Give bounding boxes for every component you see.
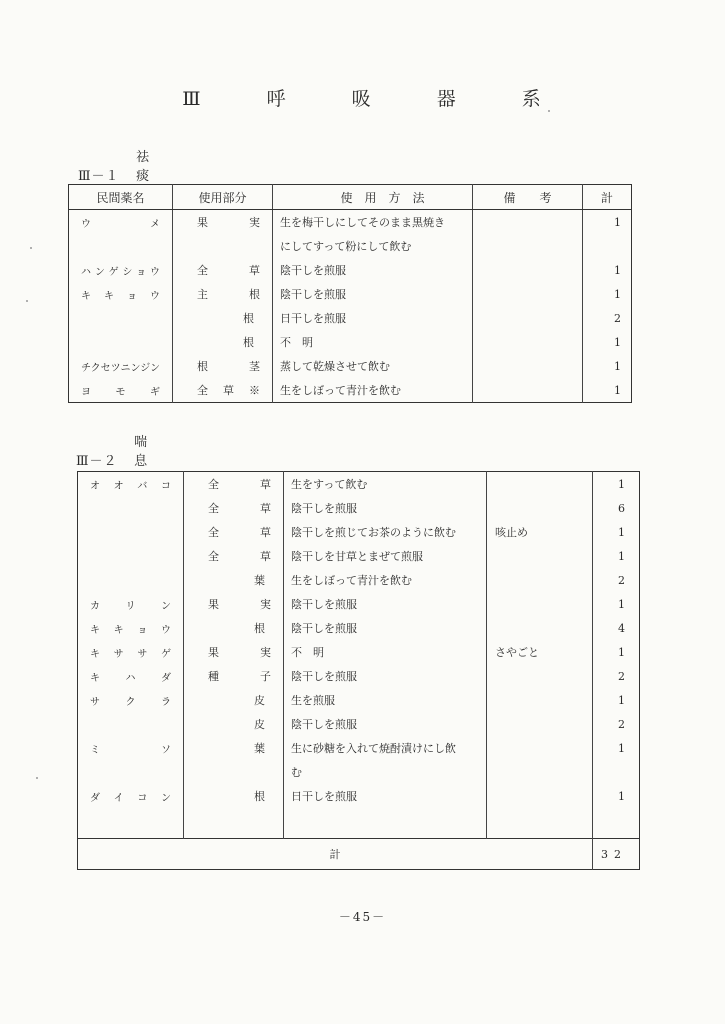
method-cell: 不 明 <box>284 640 487 664</box>
header-part: 使用部分 <box>173 185 273 210</box>
method-cell: 陰干しを甘草とまぜて煎服 <box>284 544 487 568</box>
count-cell: 1 <box>614 287 621 301</box>
total-label: 計 <box>78 839 593 870</box>
scan-speck <box>548 110 550 112</box>
table-row <box>69 210 632 235</box>
scan-speck <box>36 777 38 779</box>
count-cell: 1 <box>618 789 625 803</box>
count-cell: 1 <box>614 263 621 277</box>
section1-number: Ⅲ－１ <box>78 169 120 184</box>
part-cell: 根 茎 <box>173 354 273 378</box>
method-cell: 陰干しを煎服 <box>284 664 487 688</box>
note-cell <box>473 234 583 258</box>
method-cell: 生に砂糖を入れて焼酎漬けにし飲 <box>284 736 487 760</box>
part-cell: 全 草 ※ <box>173 378 273 403</box>
drug-name-cell <box>78 712 184 736</box>
drug-name-cell: ハンゲショウ <box>69 258 173 282</box>
count-cell: 1 <box>618 549 625 563</box>
count-cell <box>583 234 632 258</box>
table-row <box>78 640 640 664</box>
count-cell: 1 <box>618 597 625 611</box>
count-cell: 2 <box>618 717 625 731</box>
table-row <box>78 544 640 568</box>
part-cell: 全 草 <box>184 496 284 520</box>
table-row <box>78 688 640 712</box>
method-cell: 生をしぼって青汁を飲む <box>273 378 473 403</box>
method-cell: 蒸して乾燥させて飲む <box>273 354 473 378</box>
drug-name-cell <box>78 568 184 592</box>
note-cell <box>487 736 593 760</box>
header-note: 備 考 <box>473 185 583 210</box>
page-title: Ⅲ 呼 吸 器 系 <box>182 88 571 110</box>
count-cell: 6 <box>618 501 625 515</box>
count-cell: 4 <box>618 621 625 635</box>
part-cell: 根 <box>173 306 273 330</box>
note-cell: さやごと <box>487 640 593 664</box>
drug-name-cell <box>78 760 184 784</box>
part-cell: 果 実 <box>184 592 284 616</box>
drug-name-cell: ミ ソ <box>78 736 184 760</box>
method-cell: 生を煎服 <box>284 688 487 712</box>
part-cell: 皮 <box>184 712 284 736</box>
part-cell <box>173 234 273 258</box>
section1-heading <box>78 146 198 184</box>
part-cell: 全 草 <box>184 520 284 544</box>
drug-name-cell: ヨ モ ギ <box>69 378 173 403</box>
header-method: 使 用 方 法 <box>273 185 473 210</box>
section2-heading <box>76 431 196 469</box>
part-cell: 葉 <box>184 568 284 592</box>
method-cell: 生を梅干しにしてそのまま黒焼き <box>273 210 473 235</box>
table-row <box>69 234 632 258</box>
section2-name: 喘息 <box>134 435 192 469</box>
count-cell: 1 <box>618 477 625 491</box>
drug-name-cell <box>78 520 184 544</box>
drug-name-cell: キ サ サ ゲ <box>78 640 184 664</box>
table-row <box>69 330 632 354</box>
drug-name-cell: チクセツニンジン <box>69 354 173 378</box>
count-cell: 1 <box>618 693 625 707</box>
note-cell <box>487 760 593 784</box>
part-cell: 葉 <box>184 736 284 760</box>
table-row <box>69 258 632 282</box>
method-cell: 日干しを煎服 <box>284 784 487 808</box>
method-cell: 陰干しを煎じてお茶のように飲む <box>284 520 487 544</box>
method-cell: 陰干しを煎服 <box>273 258 473 282</box>
count-cell: 1 <box>614 359 621 373</box>
note-cell: 咳止め <box>487 520 593 544</box>
note-cell <box>487 472 593 497</box>
drug-name-cell <box>69 330 173 354</box>
table-row <box>69 378 632 403</box>
count-cell: 1 <box>618 525 625 539</box>
part-cell: 全 草 <box>173 258 273 282</box>
part-cell: 根 <box>173 330 273 354</box>
part-cell: 果 実 <box>173 210 273 235</box>
drug-name-cell: サ ク ラ <box>78 688 184 712</box>
method-cell: 日干しを煎服 <box>273 306 473 330</box>
table-row <box>78 616 640 640</box>
count-cell <box>593 760 640 784</box>
table-row <box>78 736 640 760</box>
part-cell: 皮 <box>184 688 284 712</box>
part-cell: 全 草 <box>184 472 284 497</box>
drug-name-cell: ウ メ <box>69 210 173 235</box>
drug-name-cell <box>69 306 173 330</box>
table-row <box>78 496 640 520</box>
note-cell <box>487 568 593 592</box>
method-cell: 陰干しを煎服 <box>284 712 487 736</box>
note-cell <box>487 496 593 520</box>
drug-name-cell <box>78 544 184 568</box>
method-cell: 不 明 <box>273 330 473 354</box>
note-cell <box>487 544 593 568</box>
part-cell: 全 草 <box>184 544 284 568</box>
note-cell <box>487 664 593 688</box>
scan-speck <box>30 247 32 249</box>
note-cell <box>487 784 593 808</box>
part-cell: 根 <box>184 616 284 640</box>
drug-name-cell <box>78 496 184 520</box>
count-cell: 2 <box>618 669 625 683</box>
part-cell: 根 <box>184 784 284 808</box>
count-cell: 2 <box>618 573 625 587</box>
section2-table <box>77 471 640 870</box>
part-cell <box>184 760 284 784</box>
method-cell: 生をしぼって青汁を飲む <box>284 568 487 592</box>
count-cell: 1 <box>618 645 625 659</box>
table-header-row <box>69 185 632 210</box>
table-row <box>69 354 632 378</box>
method-cell: 陰干しを煎服 <box>284 616 487 640</box>
part-cell: 果 実 <box>184 640 284 664</box>
section1-name: 祛痰 <box>136 150 194 184</box>
count-cell: 1 <box>614 335 621 349</box>
header-name: 民間薬名 <box>69 185 173 210</box>
count-cell: 1 <box>614 215 621 229</box>
part-cell: 主 根 <box>173 282 273 306</box>
table-row <box>78 520 640 544</box>
total-count: 32 <box>593 839 640 870</box>
table-row <box>78 808 640 839</box>
section2-number: Ⅲ－２ <box>76 454 118 469</box>
count-cell: 1 <box>618 741 625 755</box>
note-cell <box>487 592 593 616</box>
header-count: 計 <box>583 185 632 210</box>
note-cell <box>473 378 583 403</box>
note-cell <box>473 354 583 378</box>
method-cell: 陰干しを煎服 <box>284 496 487 520</box>
method-cell: 生をすって飲む <box>284 472 487 497</box>
total-row <box>78 839 640 870</box>
note-cell <box>473 258 583 282</box>
note-cell <box>487 712 593 736</box>
table-row <box>78 568 640 592</box>
table-row <box>78 760 640 784</box>
note-cell <box>487 688 593 712</box>
table-row <box>78 664 640 688</box>
drug-name-cell: キ ハ ダ <box>78 664 184 688</box>
drug-name-cell: キ キ ョ ウ <box>78 616 184 640</box>
note-cell <box>473 306 583 330</box>
note-cell <box>473 282 583 306</box>
drug-name-cell: キ キ ョ ウ <box>69 282 173 306</box>
method-cell: にしてすって粉にして飲む <box>273 234 473 258</box>
table-row <box>78 784 640 808</box>
table-row <box>78 592 640 616</box>
drug-name-cell <box>69 234 173 258</box>
method-cell: 陰干しを煎服 <box>284 592 487 616</box>
method-cell: 陰干しを煎服 <box>273 282 473 306</box>
scan-speck <box>26 300 28 302</box>
table-row <box>69 306 632 330</box>
part-cell: 種 子 <box>184 664 284 688</box>
page-number: －45－ <box>338 910 387 924</box>
method-cell: む <box>284 760 487 784</box>
table-row <box>78 712 640 736</box>
section1-table <box>68 184 632 403</box>
note-cell <box>473 330 583 354</box>
note-cell <box>487 616 593 640</box>
table-row <box>69 282 632 306</box>
note-cell <box>473 210 583 235</box>
drug-name-cell: ダ イ コ ン <box>78 784 184 808</box>
table-row <box>78 472 640 497</box>
count-cell: 1 <box>614 383 621 397</box>
drug-name-cell: カ リ ン <box>78 592 184 616</box>
count-cell: 2 <box>614 311 621 325</box>
drug-name-cell: オ オ バ コ <box>78 472 184 497</box>
